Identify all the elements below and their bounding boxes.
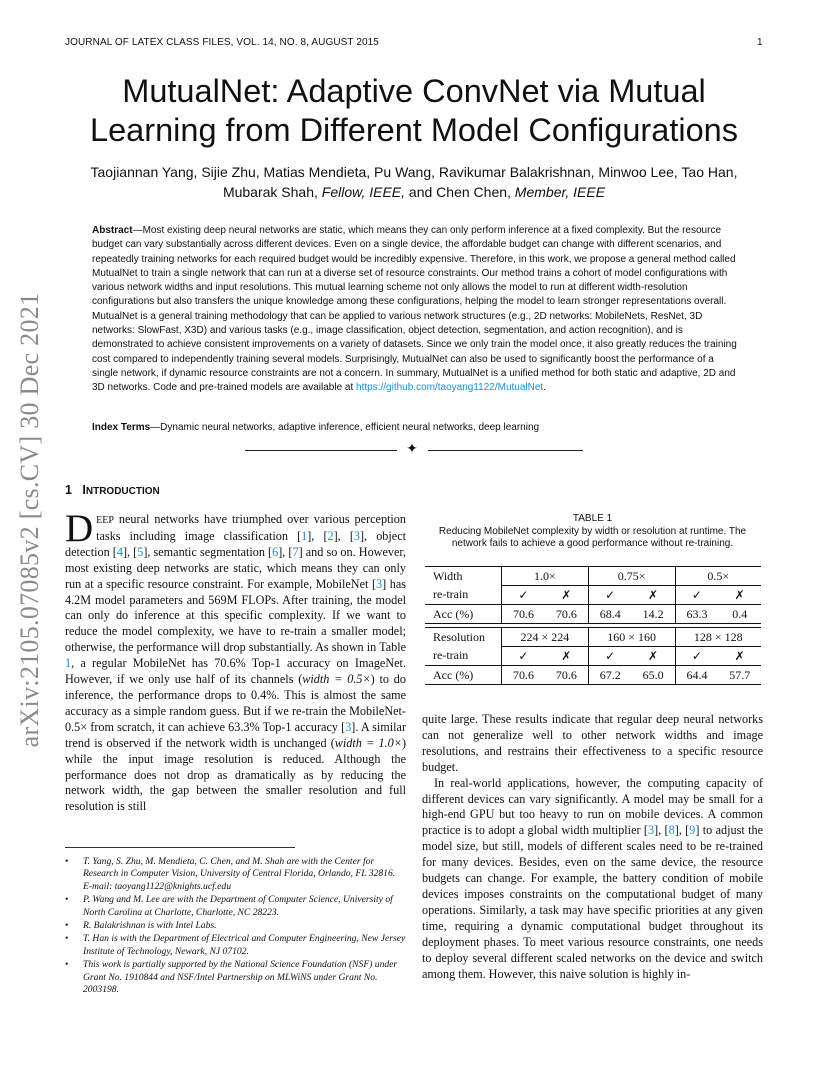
math-width: width = 0.5× — [302, 672, 371, 687]
table-cell: ✓ — [675, 586, 718, 605]
journal-header: JOURNAL OF LATEX CLASS FILES, VOL. 14, NO. 8, AUGUST 2015 — [65, 37, 379, 48]
intro-text: ], [ — [122, 544, 138, 559]
paragraph-text: ] to adjust the model size, but still, models of different scales need to be re-trained for many devices. Besides, even on the same device, the resource budgets can change. For example, the battery condition of mobile devices imposes constraints on the computational budget of many operations. Similarly, a task may have specific priorities at any given time, requiring a dynamic computational budget throughout its deployment phases. To meet various resource constraints, one needs to deploy several different scaled networks on the device and switch among them. However, this naive solution is highly in- — [422, 823, 763, 981]
footnote-item — [65, 959, 406, 996]
intro-text: ] and so on. However, most existing deep networks are static, which means they can only run at a specific resource constraint. For example, MobileNet [ — [65, 544, 406, 591]
drop-cap: D — [65, 507, 94, 550]
intro-lead: EEP — [96, 515, 114, 526]
table-cell: 70.6 — [545, 605, 588, 624]
table-cell: ✗ — [545, 586, 588, 605]
authors-line-2a: Mubarak Shah, — [222, 184, 322, 200]
table-cell: ✓ — [588, 586, 631, 605]
citation[interactable]: 1 — [301, 528, 308, 543]
table-cell: ✗ — [718, 647, 761, 666]
page-number: 1 — [757, 37, 763, 48]
table-row-label: re-train — [425, 647, 502, 666]
index-terms — [92, 421, 739, 435]
table-group-header: 0.75× — [588, 567, 675, 586]
paper-title: MutualNet: Adaptive ConvNet via Mutual Learning from Different Model Configurations — [90, 73, 738, 148]
authors-line-2b: and Chen Chen, — [405, 184, 515, 200]
index-terms-dash: — — [150, 422, 161, 433]
intro-paragraph — [65, 507, 406, 815]
paragraph-text: In real-world applications, however, the computing capacity of different devices can vary significantly. A model may be small for a high-end GPU but too heavy to run on mobile devices. A common practice is to adopt a global width multiplier [ — [422, 775, 763, 838]
citation[interactable]: 4 — [116, 544, 123, 559]
bullet-icon: • — [65, 856, 69, 867]
intro-text: ], [ — [307, 528, 328, 543]
bullet-icon: • — [65, 959, 69, 971]
table-cell: 57.7 — [718, 666, 761, 685]
footnote-item — [65, 920, 406, 932]
index-terms-text: Dynamic neural networks, adaptive inference, efficient neural networks, deep learning — [160, 422, 540, 433]
table-cell: 63.3 — [675, 605, 718, 624]
table-cell: ✓ — [675, 647, 718, 666]
citation[interactable]: 6 — [272, 544, 279, 559]
index-terms-label: Index Terms — [92, 422, 151, 433]
table-cell: 65.0 — [632, 666, 675, 685]
table-row-label: Resolution — [425, 628, 502, 647]
section-title-rest: NTRODUCTION — [85, 486, 160, 497]
paragraph — [422, 776, 763, 983]
table-cell: ✓ — [502, 647, 545, 666]
abstract-dash: — — [132, 225, 143, 236]
table-cell: 64.4 — [675, 666, 718, 685]
citation[interactable]: 3 — [345, 719, 352, 734]
table-group-header: 128 × 128 — [675, 628, 761, 647]
intro-text: , a regular MobileNet has 70.6% Top-1 accuracy on ImageNet. However, if we only use half of its channels ( — [65, 656, 406, 687]
intro-text: ] has 4.2M model parameters and 569M FLOPs. After training, the model can only do inference at this specific complexity. If we want to reduce the model complexity, we have to re-train a smaller model; otherwise, the performance will drop substantially. As shown in Table — [65, 576, 406, 655]
bullet-icon: • — [65, 894, 69, 906]
table-cell: 70.6 — [502, 605, 545, 624]
abstract-end: . — [543, 382, 546, 394]
table-row-label: Acc (%) — [425, 605, 502, 624]
citation[interactable]: 7 — [292, 544, 299, 559]
table-cell: ✗ — [545, 647, 588, 666]
intro-text: ], [ — [333, 528, 354, 543]
footnote-text: P. Wang and M. Lee are with the Department of Computer Science, University of North Carolina at Charlotte, Charlotte, NC 28223. — [83, 894, 393, 918]
author-member-title: Member, IEEE — [514, 184, 606, 200]
table-cell: 14.2 — [632, 605, 675, 624]
citation[interactable]: 9 — [689, 823, 696, 838]
separator-diamond-icon: ✦ — [406, 442, 418, 457]
table-cell: 70.6 — [545, 666, 588, 685]
footnote-text: R. Balakrishnan is with Intel Labs. — [83, 920, 217, 932]
separator-rule-right — [428, 450, 583, 451]
table-cell: 0.4 — [718, 605, 761, 624]
results-table — [425, 566, 761, 685]
table-cell: ✓ — [588, 647, 631, 666]
math-width: width = 1.0× — [334, 735, 402, 750]
citation[interactable]: 3 — [647, 823, 655, 838]
footnote-text: T. Han is with the Department of Electrical and Computer Engineering, New Jersey Institute of Technology, Newark, NJ 07102. — [83, 933, 406, 957]
footnote-item — [65, 933, 406, 958]
intro-text: ]. A similar trend is observed if the network width is unchanged ( — [65, 719, 406, 750]
footnotes — [65, 856, 406, 997]
right-column-text — [422, 712, 763, 982]
table-cell: 67.2 — [588, 666, 631, 685]
citation[interactable]: 8 — [668, 823, 675, 838]
footnote-item — [65, 856, 406, 893]
table-group-header: 224 × 224 — [502, 628, 589, 647]
table-group-header: 160 × 160 — [588, 628, 675, 647]
footnote-text: T. Yang, S. Zhu, M. Mendieta, C. Chen, and M. Shah are with the Center for Research in Computer Vision, University of Central Florida, Orlando, FL 32816. E-mail: taoyang1122@knights.ucf.edu — [83, 856, 396, 892]
abstract — [92, 224, 739, 396]
table-cell: 70.6 — [502, 666, 545, 685]
table-caption-text: Reducing MobileNet complexity by width or resolution at runtime. The network fails to achieve a good performance without re-training. — [438, 525, 747, 549]
table-label: TABLE 1 — [572, 513, 613, 524]
table-cell: ✗ — [632, 586, 675, 605]
table-cell: ✗ — [718, 586, 761, 605]
intro-text: ) while the input image resolution is reduced. Although the performance does not drop as dramatically as by reducing the network width, the gap between the smaller resolution and full resolution is still — [65, 735, 406, 814]
paragraph-text: ], [ — [654, 823, 669, 838]
intro-text: ], object detection [ — [65, 528, 406, 559]
arxiv-stamp-text: arXiv:2105.07085v2 [cs.CV] 30 Dec 2021 — [15, 292, 44, 748]
intro-text: ], [ — [278, 544, 293, 559]
bullet-icon: • — [65, 920, 69, 932]
section-title-cap: I — [82, 483, 86, 497]
table-row-label: re-train — [425, 586, 502, 605]
citation[interactable]: 5 — [137, 544, 144, 559]
abstract-label: Abstract — [92, 225, 133, 236]
table-row-label: Width — [425, 567, 502, 586]
table-cell: ✗ — [632, 647, 675, 666]
citation[interactable]: 2 — [327, 528, 334, 543]
intro-text: ) to do inference, the performance drops to 0.4%. This is almost the same accuracy as a simple random guess. But if we re-train the MobileNet-0.5× from scratch, it can achieve 63.3% Top-1 accuracy [ — [65, 672, 406, 734]
separator-rule-left — [245, 450, 397, 451]
table-row-label: Acc (%) — [425, 666, 502, 685]
table-group-header: 1.0× — [502, 567, 589, 586]
code-link[interactable]: https://github.com/taoyang1122/MutualNet — [356, 382, 544, 394]
table-cell: 68.4 — [588, 605, 631, 624]
section-heading — [65, 483, 160, 497]
citation[interactable]: 3 — [353, 528, 360, 543]
intro-text: ], semantic segmentation [ — [143, 544, 273, 559]
author-list — [60, 162, 768, 202]
paragraph: quite large. These results indicate that regular deep neural networks can not generalize well to other network widths and image resolutions, and restrains their effectiveness to a specific resource budget. — [422, 712, 763, 774]
footnote-item — [65, 894, 406, 919]
table-reference[interactable]: 1 — [65, 656, 72, 671]
footnote-rule — [65, 847, 295, 848]
footnote-text: This work is partially supported by the National Science Foundation (NSF) under Grant No. 1910844 and NSF/Intel Partnership on MLWiNS under Grant No. 2003198. — [83, 959, 398, 996]
bullet-icon: • — [65, 933, 69, 945]
authors-line-1: Taojiannan Yang, Sijie Zhu, Matias Mendieta, Pu Wang, Ravikumar Balakrishnan, Minwoo Lee, Tao Han, — [90, 164, 738, 180]
intro-text: neural networks have triumphed over various perception tasks including image classification [ — [96, 512, 406, 543]
table-cell: ✓ — [502, 586, 545, 605]
table-group-header: 0.5× — [675, 567, 761, 586]
paragraph-text: ], [ — [674, 823, 690, 838]
arxiv-stamp — [8, 285, 52, 755]
citation[interactable]: 3 — [376, 576, 383, 591]
author-fellow-title: Fellow, IEEE, — [321, 184, 406, 200]
abstract-text: Most existing deep neural networks are static, which means they can only perform inference at a fixed complexity. But the resource budget can vary substantially across different devices. Even on a single device, the affordable budget can change with different scenarios, and repeatedly training networks for each required budget would be incredibly expensive. Therefore, in this work, we propose a general method called MutualNet to train a single network that can run at a diverse set of resource constraints. Our method trains a cohort of model configurations with various network widths and input resolutions. This mutual learning scheme not only allows the model to run at different width-resolution configurations but also transfers the unique knowledge among these configurations, helping the model to learn stronger representations overall. MutualNet is a general training methodology that can be applied to various network structures (e.g., 2D networks: MobileNets, ResNet, 3D networks: SlowFast, X3D) and various tasks (e.g., image classification, object detection, segmentation, and action recognition), and is demonstrated to achieve consistent improvements on a variety of datasets. Since we only train the model once, it also greatly reduces the training cost compared to independently training several models. Surprisingly, MutualNet can also be used to significantly boost the performance of a single network, if dynamic resource constraints are not a concern. In summary, MutualNet is a unified method for both static and adaptive, 2D and 3D networks. Code and pre-trained models are available at — [92, 225, 737, 394]
section-number: 1 — [65, 483, 72, 497]
table-caption — [422, 513, 763, 551]
